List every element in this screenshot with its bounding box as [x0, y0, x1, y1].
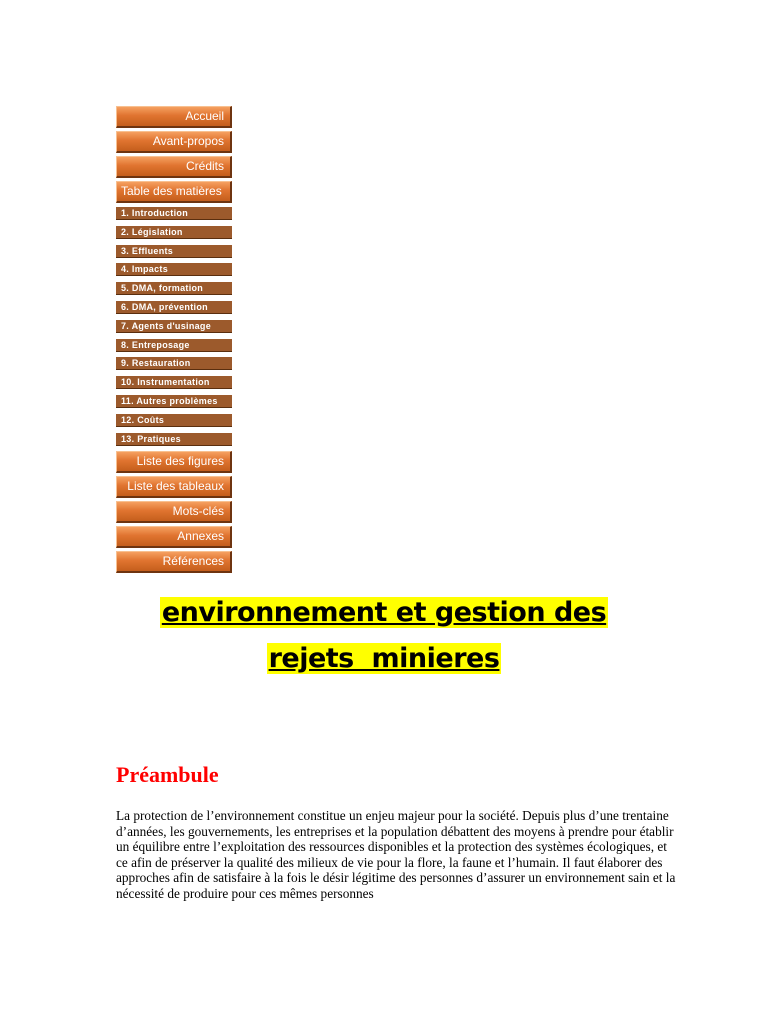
chapter-link-introduction[interactable]: 1. Introduction — [116, 207, 232, 220]
chapter-link-impacts[interactable]: 4. Impacts — [116, 263, 232, 276]
chapter-link-restauration[interactable]: 9. Restauration — [116, 357, 232, 370]
nav-button-mots-cles[interactable]: Mots-clés — [116, 501, 232, 523]
title-line-1: environnement et gestion des — [161, 597, 607, 628]
chapter-link-entreposage[interactable]: 8. Entreposage — [116, 339, 232, 352]
chapter-link-dma-formation[interactable]: 5. DMA, formation — [116, 282, 232, 295]
navigation-menu — [116, 106, 232, 576]
chapter-link-pratiques[interactable]: 13. Pratiques — [116, 433, 232, 446]
title-line-2: rejets minieres — [268, 643, 500, 674]
nav-button-accueil[interactable]: Accueil — [116, 106, 232, 128]
document-title — [100, 590, 668, 682]
chapter-list — [116, 207, 232, 446]
preamble-heading: Préambule — [116, 762, 219, 787]
nav-button-credits[interactable]: Crédits — [116, 156, 232, 178]
nav-button-table-des-matieres[interactable]: Table des matières — [116, 181, 232, 203]
nav-button-liste-des-tableaux[interactable]: Liste des tableaux — [116, 476, 232, 498]
nav-button-liste-des-figures[interactable]: Liste des figures — [116, 451, 232, 473]
chapter-link-instrumentation[interactable]: 10. Instrumentation — [116, 376, 232, 389]
chapter-link-agents-usinage[interactable]: 7. Agents d'usinage — [116, 320, 232, 333]
nav-button-references[interactable]: Références — [116, 551, 232, 573]
preamble-paragraph: La protection de l’environnement constitue un enjeu majeur pour la société. Depuis plus d’une trentaine d’années, les gouvernements, les entreprises et la population débattent des moyens à prendre pour établir un équilibre entre l’exploitation des ressources disponibles et la protection des systèmes écologiques, et ce afin de préserver la qualité des milieux de vie pour la flore, la faune et l’humain. Il faut élaborer des approches afin de satisfaire à la fois le désir légitime des personnes d’assurer un environnement sain et la nécessité de produire pour ces mêmes personnes — [116, 808, 676, 901]
nav-button-annexes[interactable]: Annexes — [116, 526, 232, 548]
chapter-link-autres-problemes[interactable]: 11. Autres problèmes — [116, 395, 232, 408]
chapter-link-couts[interactable]: 12. Coûts — [116, 414, 232, 427]
nav-button-avant-propos[interactable]: Avant-propos — [116, 131, 232, 153]
chapter-link-effluents[interactable]: 3. Effluents — [116, 245, 232, 258]
chapter-link-dma-prevention[interactable]: 6. DMA, prévention — [116, 301, 232, 314]
chapter-link-legislation[interactable]: 2. Législation — [116, 226, 232, 239]
